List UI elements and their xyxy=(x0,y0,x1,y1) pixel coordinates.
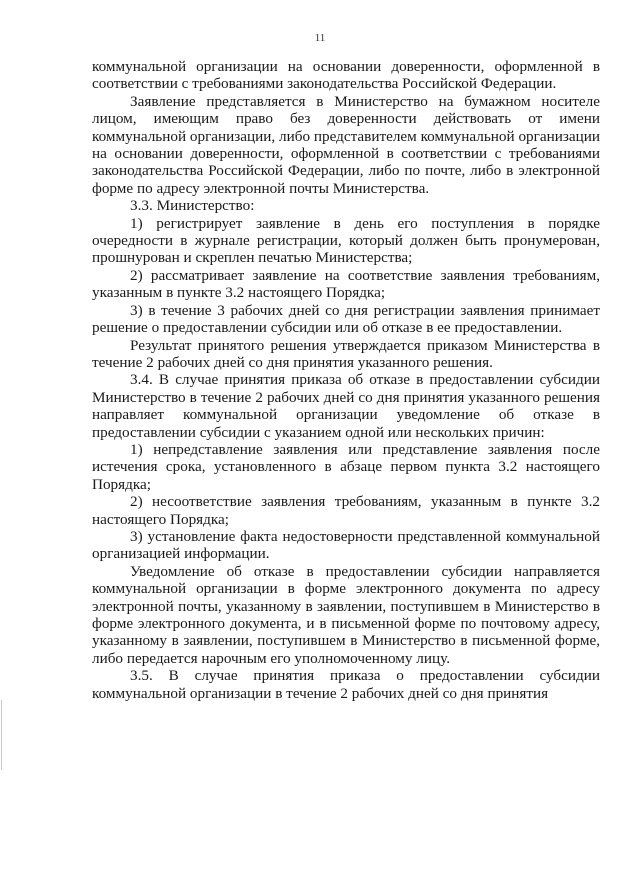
section-3-4-refusal: 3.4. В случае принятия приказа об отказе в предоставлении субсидии Министерство в течение 2 рабочих дней со дня принятия указанного решения направляет коммунальной организации уведомление об отказе в предоставлении субсидии с указанием одной или нескольких причин: xyxy=(92,371,600,441)
section-heading-3-3: 3.3. Министерство: xyxy=(130,197,255,215)
page-number: 11 xyxy=(314,32,326,44)
refusal-reason-2: 2) несоответствие заявления требованиям, указанным в пункте 3.2 настоящего Порядка; xyxy=(92,493,600,528)
list-item-reviews: 2) рассматривает заявление на соответствие заявления требованиям, указанным в пункте 3.2 настоящего Порядка; xyxy=(92,266,600,302)
paragraph-refusal-notice: Уведомление об отказе в предоставлении субсидии направляется коммунальной организации в форме электронного документа по адресу электронной почты, указанному в заявлении, поступившем в Министерство в форме электронного документа, и в письменной форме по почтовому адресу, указанному в заявлении, поступившем в Министерство в письменной форме, либо передается нарочным его уполномоченному лицу. xyxy=(92,562,600,667)
paragraph-application-submission: Заявление представляется в Министерство на бумажном носителе лицом, имеющим право без доверенности действовать от имени коммунальной организации, либо представителем коммунальной организации на основании доверенности, оформленной в соответствии с требованиями законодательства Российской Федерации, либо по почте, либо в электронной форме по адресу электронной почты Министерства. xyxy=(92,92,600,197)
refusal-reason-1: 1) непредставление заявления или представление заявления после истечения срока, установленного в абзаце первом пункта 3.2 настоящего Порядка; xyxy=(92,440,600,493)
paragraph-continuation: коммунальной организации на основании доверенности, оформленной в соответствии с требованиями законодательства Российской Федерации. xyxy=(92,58,600,93)
document-body xyxy=(92,58,600,702)
list-item-registers: 1) регистрирует заявление в день его поступления в порядке очередности в журнале регистрации, который должен быть пронумерован, прошнурован и скреплен печатью Министерства; xyxy=(92,214,600,267)
paragraph-decision-result: Результат принятого решения утверждается приказом Министерства в течение 2 рабочих дней со дня принятия указанного решения. xyxy=(92,336,600,371)
scan-margin-mark xyxy=(1,700,2,770)
section-3-5-granting: 3.5. В случае принятия приказа о предоставлении субсидии коммунальной организации в течение 2 рабочих дней со дня принятия xyxy=(92,667,600,702)
list-item-decides: 3) в течение 3 рабочих дней со дня регистрации заявления принимает решение о предоставлении субсидии или об отказе в ее предоставлении. xyxy=(92,301,600,337)
refusal-reason-3: 3) установление факта недостоверности представленной коммунальной организацией информации. xyxy=(92,527,600,563)
